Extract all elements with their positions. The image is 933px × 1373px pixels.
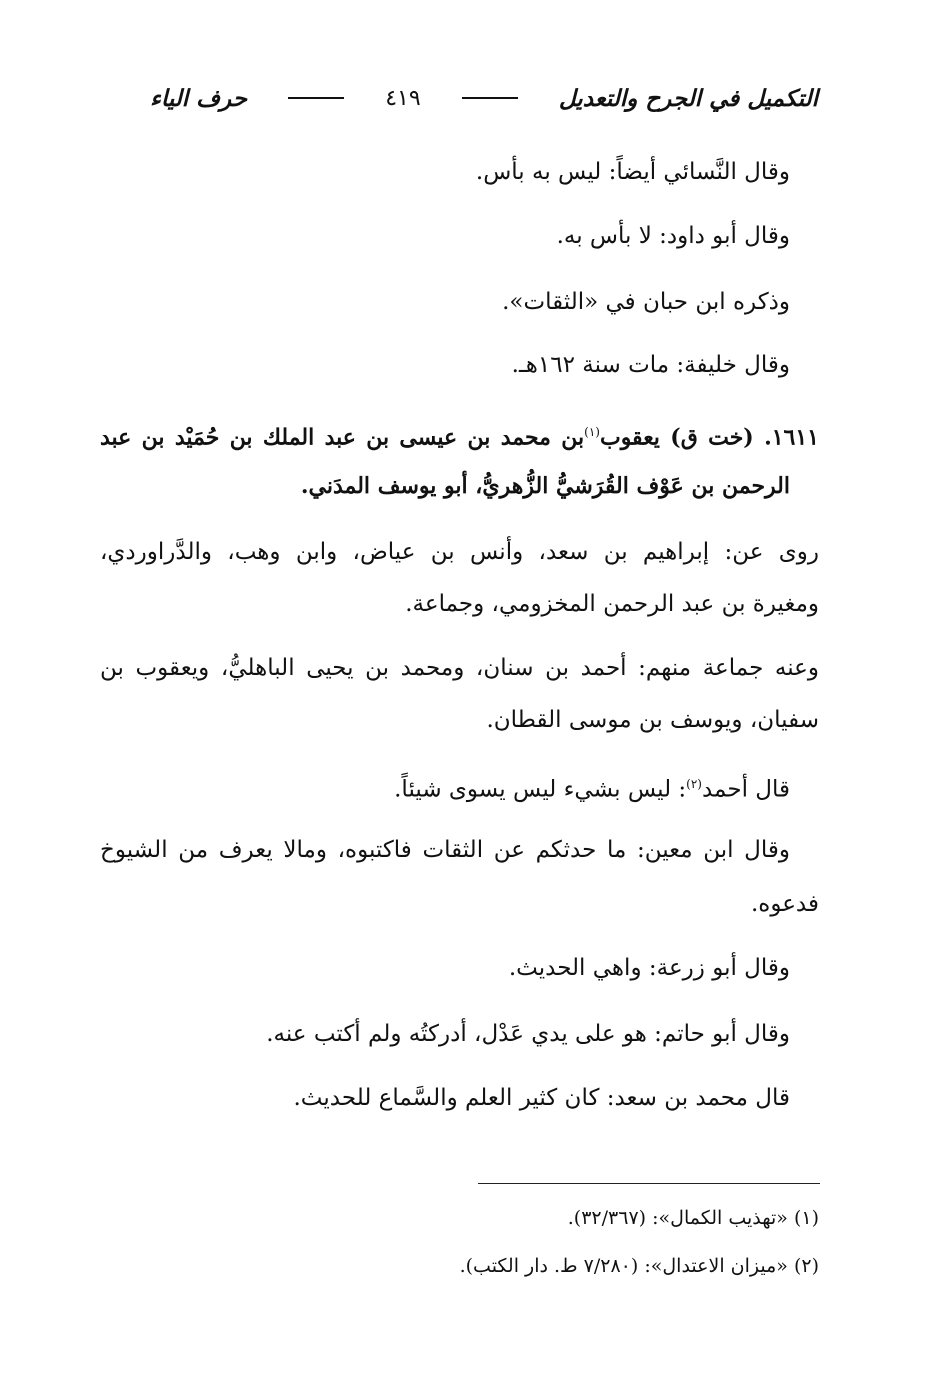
footnote-ref: (٢) <box>686 777 702 791</box>
quote-ibn-main-line2: فدعوه. <box>750 891 819 917</box>
quote-text: : ليس بشيء ليس يسوى شيئاً. <box>394 776 687 803</box>
quote-line: وقال أبو حاتم: هو على يدي عَدْل، أدركتُه ولم أكتب عنه. <box>266 1021 790 1047</box>
body-line: وذكره ابن حبان في «الثقات». <box>502 289 790 315</box>
book-title: التكميل في الجرح والتعديل <box>558 84 818 112</box>
entry-heading-line2: الرحمن بن عَوْف القُرَشيُّ الزُّهريُّ، أبو يوسف المدَني. <box>300 473 790 499</box>
narrators-from-line: ومغيرة بن عبد الرحمن المخزومي، وجماعة. <box>405 591 819 617</box>
page-number: ٤١٩ <box>385 85 421 111</box>
entry-lineage: بن محمد بن عيسى بن عبد الملك بن حُمَيْد بن عبد <box>100 424 585 451</box>
header-dash <box>462 97 518 99</box>
quote-line: قال محمد بن سعد: كان كثير العلم والسَّماع للحديث. <box>293 1085 790 1111</box>
quote-line: وقال أبو زرعة: واهي الحديث. <box>508 955 790 981</box>
running-header <box>150 78 818 118</box>
entry-symbols: (خت ق) <box>670 424 754 451</box>
entry-heading <box>100 412 819 452</box>
narrators-from-line: روى عن: إبراهيم بن سعد، وأنس بن عياض، وابن وهب، والدَّراوردي، <box>100 539 819 565</box>
narrators-to-line: وعنه جماعة منهم: أحمد بن سنان، ومحمد بن يحيى الباهليُّ، ويعقوب بن <box>100 655 819 681</box>
footnote-ref: (١) <box>584 425 600 439</box>
entry-name: يعقوب <box>599 424 660 451</box>
footnote: (٢) «ميزان الاعتدال»: (٧/٢٨٠ ط. دار الكتب). <box>459 1255 819 1277</box>
body-line: وقال خليفة: مات سنة ١٦٢هـ. <box>511 352 790 378</box>
quote-ibn-main: وقال ابن معين: ما حدثكم عن الثقات فاكتبوه، ومالا يعرف من الشيوخ <box>100 837 790 863</box>
chapter-title: حرف الياء <box>150 84 247 112</box>
header-dash <box>288 97 344 99</box>
quote-ahmad <box>394 764 790 804</box>
footnote-divider <box>478 1183 820 1184</box>
body-line: وقال أبو داود: لا بأس به. <box>556 223 790 249</box>
quote-speaker: قال أحمد <box>701 776 790 803</box>
narrators-to-line: سفيان، ويوسف بن موسى القطان. <box>486 707 819 733</box>
footnote: (١) «تهذيب الكمال»: (٣٢/٣٦٧). <box>567 1207 819 1229</box>
body-line: وقال النَّسائي أيضاً: ليس به بأس. <box>475 159 790 185</box>
entry-number: ١٦١١. <box>764 424 819 451</box>
